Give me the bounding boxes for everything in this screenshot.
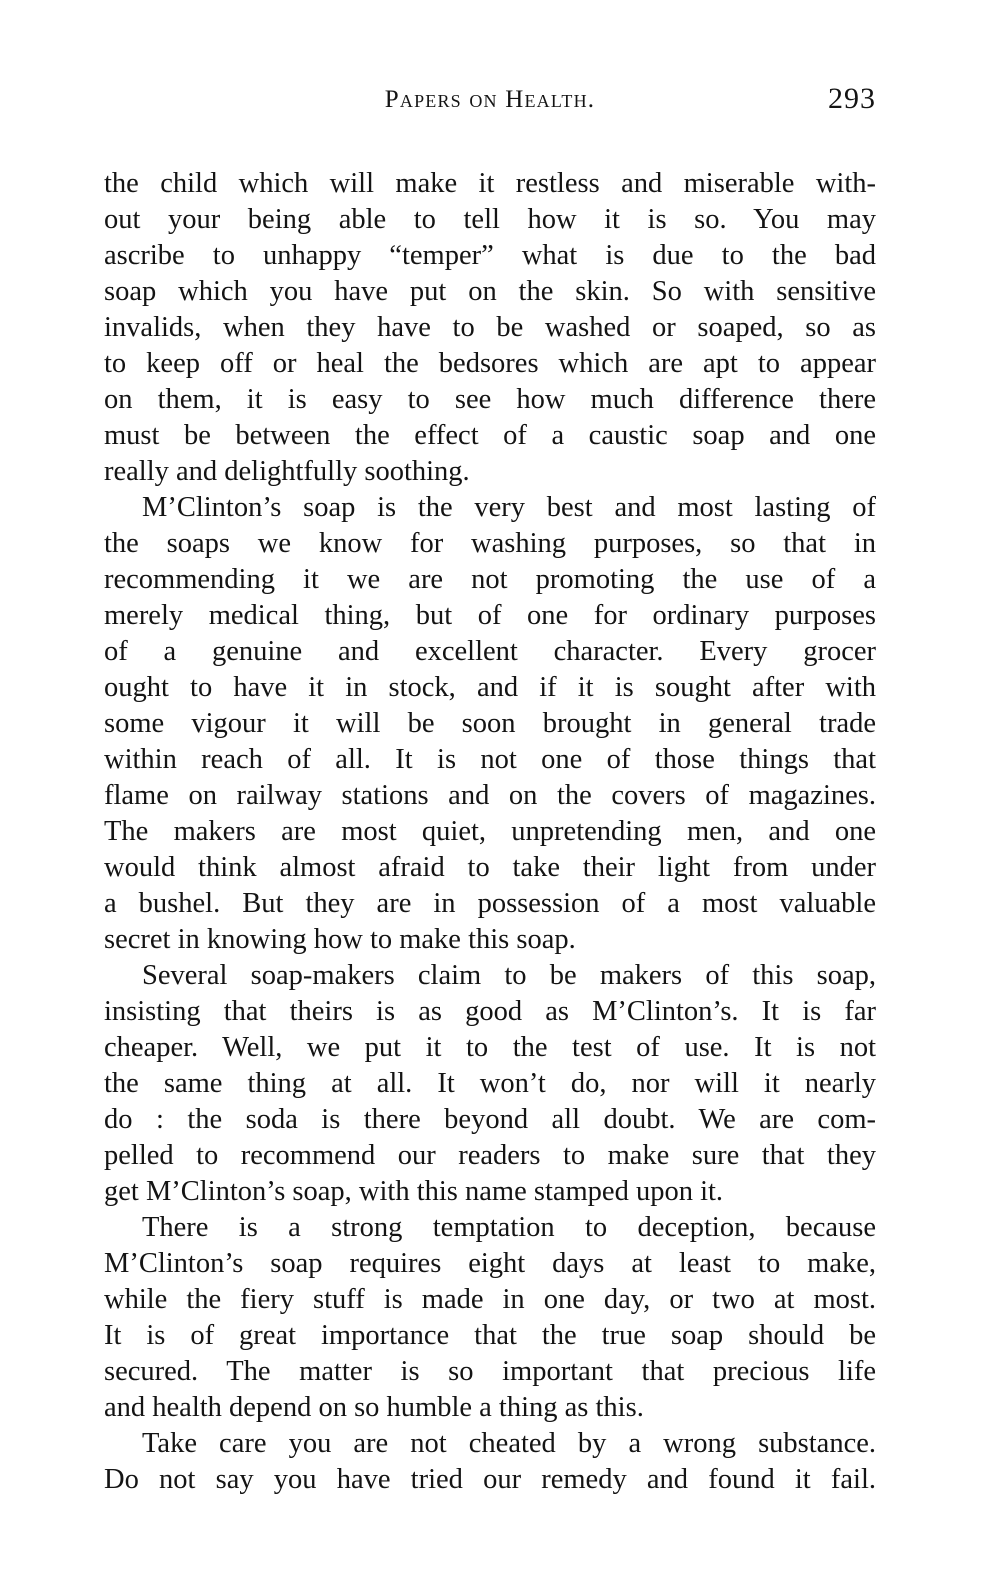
- text-line: on them, it is easy to see how much difference there: [104, 384, 876, 415]
- text-line: would think almost afraid to take their light from under: [104, 852, 876, 883]
- body-text: [104, 166, 876, 1498]
- text-line: while the fiery stuff is made in one day, or two at most.: [104, 1284, 876, 1315]
- running-head: [104, 82, 876, 122]
- page-number: 293: [828, 82, 876, 115]
- text-line: invalids, when they have to be washed or soaped, so as: [104, 312, 876, 343]
- text-line: to keep off or heal the bedsores which are apt to appear: [104, 348, 876, 379]
- text-line: must be between the effect of a caustic soap and one: [104, 420, 876, 451]
- text-line: cheaper. Well, we put it to the test of use. It is not: [104, 1032, 876, 1063]
- text-line: secured. The matter is so important that precious life: [104, 1356, 876, 1387]
- text-line: really and delightfully soothing.: [104, 456, 470, 487]
- text-line: the same thing at all. It won’t do, nor will it nearly: [104, 1068, 876, 1099]
- text-line: It is of great importance that the true soap should be: [104, 1320, 876, 1351]
- running-title: Papers on Health.: [384, 86, 596, 113]
- text-line: M’Clinton’s soap requires eight days at least to make,: [104, 1248, 876, 1279]
- text-line: Do not say you have tried our remedy and found it fail.: [104, 1464, 876, 1495]
- text-line: ascribe to unhappy “temper” what is due to the bad: [104, 240, 876, 271]
- text-line: of a genuine and excellent character. Every grocer: [104, 636, 876, 667]
- text-line: merely medical thing, but of one for ordinary purposes: [104, 600, 876, 631]
- text-line: soap which you have put on the skin. So with sensitive: [104, 276, 876, 307]
- paragraph-4: [104, 1210, 876, 1426]
- text-line: get M’Clinton’s soap, with this name stamped upon it.: [104, 1176, 724, 1207]
- paragraph-5: [104, 1426, 876, 1498]
- text-line: pelled to recommend our readers to make sure that they: [104, 1140, 876, 1171]
- text-line: and health depend on so humble a thing as this.: [104, 1392, 644, 1423]
- paragraph-2: [104, 490, 876, 958]
- paragraph-1: [104, 166, 876, 490]
- text-line: Several soap-makers claim to be makers of this soap,: [142, 960, 876, 991]
- text-line: Take care you are not cheated by a wrong substance.: [142, 1428, 876, 1459]
- text-line: do : the soda is there beyond all doubt. We are com-: [104, 1104, 876, 1135]
- text-line: some vigour it will be soon brought in general trade: [104, 708, 876, 739]
- text-line: recommending it we are not promoting the use of a: [104, 564, 876, 595]
- text-line: the child which will make it restless and miserable with-: [104, 168, 876, 199]
- text-line: flame on railway stations and on the covers of magazines.: [104, 780, 876, 811]
- text-line: out your being able to tell how it is so. You may: [104, 204, 876, 235]
- text-line: The makers are most quiet, unpretending men, and one: [104, 816, 876, 847]
- text-line: insisting that theirs is as good as M’Clinton’s. It is far: [104, 996, 876, 1027]
- text-line: ought to have it in stock, and if it is sought after with: [104, 672, 876, 703]
- paragraph-3: [104, 958, 876, 1210]
- text-line: There is a strong temptation to deception, because: [142, 1212, 876, 1243]
- text-line: M’Clinton’s soap is the very best and most lasting of: [142, 492, 876, 523]
- text-line: a bushel. But they are in possession of a most valuable: [104, 888, 876, 919]
- text-line: secret in knowing how to make this soap.: [104, 924, 576, 955]
- text-line: the soaps we know for washing purposes, so that in: [104, 528, 876, 559]
- text-line: within reach of all. It is not one of those things that: [104, 744, 876, 775]
